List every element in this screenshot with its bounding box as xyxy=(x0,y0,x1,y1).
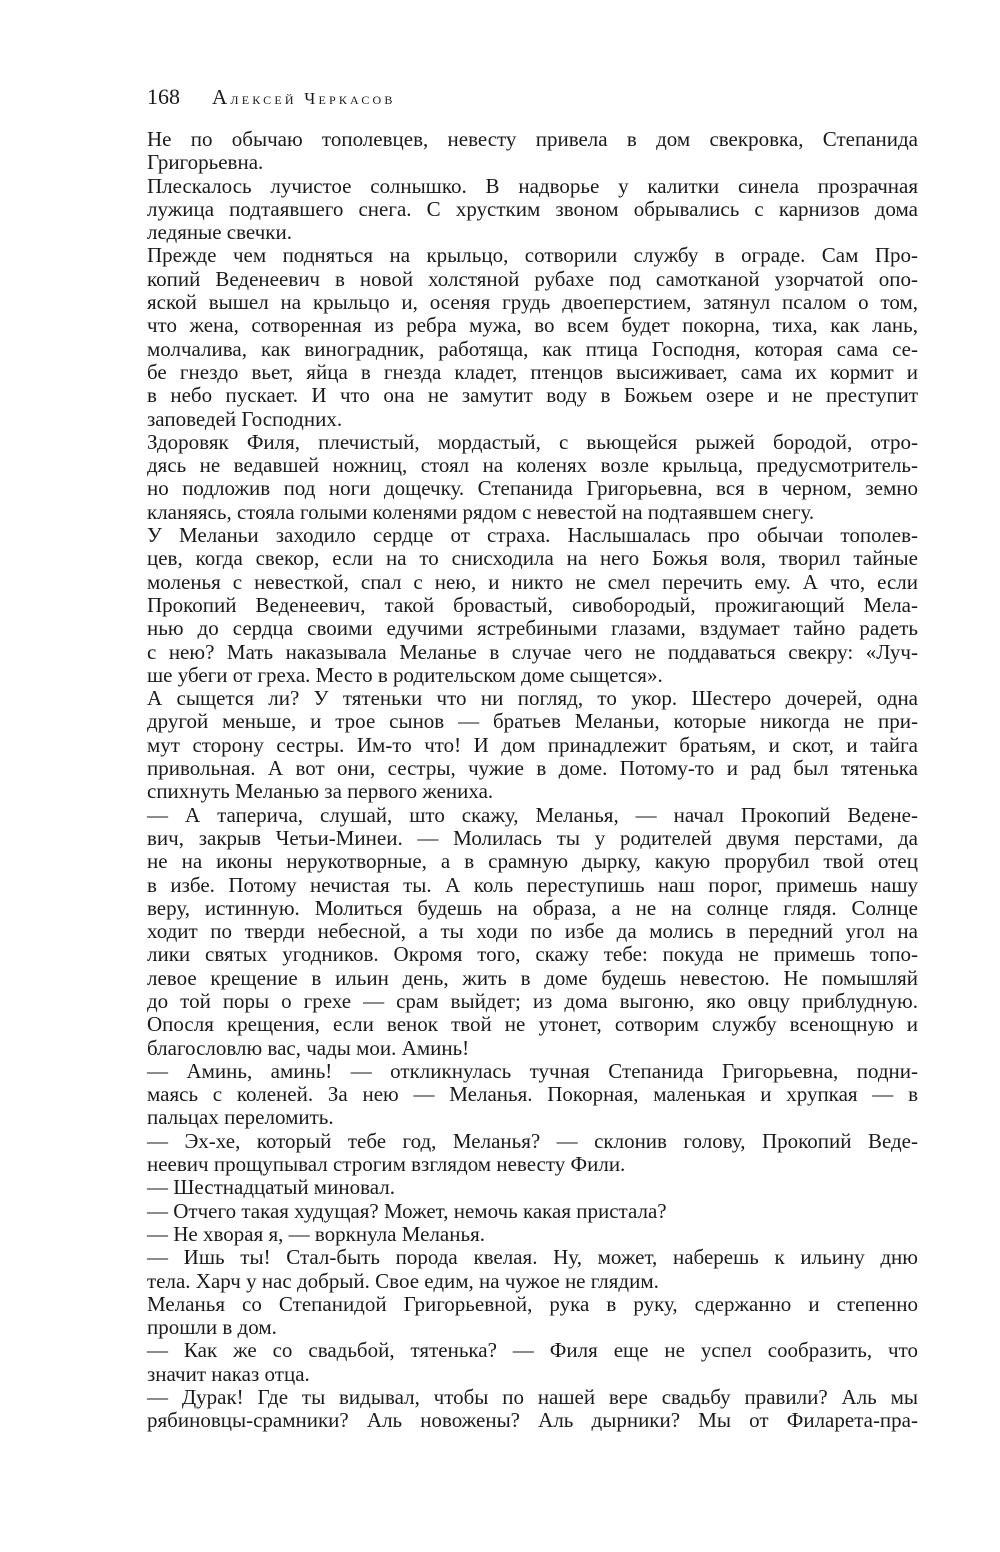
paragraph xyxy=(147,1200,918,1223)
text-line: — Отчего такая худущая? Может, немочь какая пристала? xyxy=(147,1198,667,1223)
text-line: вич, закрыв Четьи-Минеи. — Молилась ты у родителей двумя перстами, да xyxy=(147,825,918,850)
text-line: Прежде чем подняться на крыльцо, сотворили службу в ограде. Сам Про- xyxy=(147,243,918,268)
text-line: лики святых угодников. Окромя того, скажу тебе: покуда не примешь топо- xyxy=(147,942,918,967)
text-line: маясь с коленей. За нею — Меланья. Покорная, маленькая и хрупкая — в xyxy=(147,1082,918,1107)
text-line: дясь не ведавшей ножниц, стоял на коленях возле крыльца, предусмотритель- xyxy=(147,453,918,478)
text-line: что жена, сотворенная из ребра мужа, во всем будет покорна, тиха, как лань, xyxy=(147,313,918,338)
text-line: левое крещение в ильин день, жить в доме будешь невестою. Не помышляй xyxy=(147,965,918,990)
text-line: — Эх-хе, который тебе год, Меланья? — склонив голову, Прокопий Веде- xyxy=(147,1128,918,1153)
text-line: другой меньше, и трое сынов — братьев Меланьи, которые никогда не при- xyxy=(147,709,918,734)
text-line: с нею? Мать наказывала Меланье в случае чего не поддаваться свекру: «Луч- xyxy=(147,639,918,664)
text-line: бе гнездо вьет, яйца в гнезда кладет, птенцов высиживает, сама их кормит и xyxy=(147,359,918,384)
paragraph xyxy=(147,804,918,1060)
text-line: в небо пускает. И что она не замутит воду в Божьем озере и не преступит xyxy=(147,383,918,408)
text-line: молчалива, как виноградник, работяща, как птица Господня, которая сама се- xyxy=(147,336,918,361)
paragraph xyxy=(147,1386,918,1433)
text-line: ше убеги от греха. Место в родительском доме сыщется». xyxy=(147,662,663,687)
paragraph xyxy=(147,1223,918,1246)
paragraph xyxy=(147,1339,918,1386)
text-line: — Как же со свадьбой, тятенька? — Филя еще не успел сообразить, что xyxy=(147,1338,918,1363)
text-line: моленья с невесткой, спал с нею, и никто не смел перечить ему. А что, если xyxy=(147,569,918,594)
text-line: в избе. Потому нечистая ты. А коль переступишь наш порог, примешь нашу xyxy=(147,872,918,897)
text-line: Григорьевна. xyxy=(147,150,264,175)
paragraph xyxy=(147,1246,918,1293)
text-line: пальцах переломить. xyxy=(147,1105,334,1130)
paragraph xyxy=(147,524,918,687)
text-line: кланяясь, стояла голыми коленями рядом с невестой на подтаявшем снегу. xyxy=(147,499,815,524)
text-line: заповедей Господних. xyxy=(147,406,343,431)
text-line: не на иконы нерукотворные, а в срамную дырку, какую прорубил твой отец xyxy=(147,849,918,874)
text-line: но подложив под ноги дощечку. Степанида Григорьевна, вся в черном, земно xyxy=(147,476,918,501)
running-header xyxy=(147,84,396,112)
text-line: яской вышел на крыльцо и, осеняя грудь двоеперстием, затянул псалом о том, xyxy=(147,290,918,315)
paragraph xyxy=(147,175,918,245)
text-line: — Не хворая я, — воркнула Меланья. xyxy=(147,1221,485,1246)
text-line: цев, когда свекор, если на то снисходила на него Божья воля, творил тайные xyxy=(147,546,918,571)
paragraph xyxy=(147,128,918,175)
text-line: Меланья со Степанидой Григорьевной, рука в руку, сдержанно и степенно xyxy=(147,1291,918,1316)
text-line: мут сторону сестры. Им-то что! И дом принадлежит братьям, и скот, и тайга xyxy=(147,732,918,757)
text-line: лужица подтаявшего снега. С хрустким звоном обрывались с карнизов дома xyxy=(147,196,918,221)
text-line: неевич прощупывал строгим взглядом невесту Фили. xyxy=(147,1152,626,1177)
text-line: Не по обычаю тополевцев, невесту привела в дом свекровка, Степанида xyxy=(147,127,918,151)
text-line: — Аминь, аминь! — откликнулась тучная Степанида Григорьевна, подни- xyxy=(147,1058,918,1083)
text-line: значит наказ отца. xyxy=(147,1361,310,1386)
paragraph xyxy=(147,1060,918,1130)
text-line: А сыщется ли? У тятеньки что ни погляд, то укор. Шестеро дочерей, одна xyxy=(147,686,918,711)
paragraph xyxy=(147,1130,918,1177)
text-line: рябиновцы-срамники? Аль новожены? Аль дырники? Мы от Филарета-пра- xyxy=(147,1408,918,1433)
running-title: Алексей Черкасов xyxy=(212,85,396,109)
text-line: — А таперича, слушай, што скажу, Меланья, — начал Прокопий Ведене- xyxy=(147,802,918,827)
text-line: нью до сердца своими едучими ястребиными глазами, вздумает тайно радеть xyxy=(147,616,918,641)
text-line: Прокопий Веденеевич, такой бровастый, сивобородый, прожигающий Мела- xyxy=(147,592,918,617)
text-line: прошли в дом. xyxy=(147,1315,277,1340)
text-line: до той поры о грехе — срам выйдет; из дома выгоню, яко овцу приблудную. xyxy=(147,988,918,1013)
text-line: ледяные свечки. xyxy=(147,220,292,245)
text-line: веру, истинную. Молиться будешь на образа, а не на солнце глядя. Солнце xyxy=(147,895,918,920)
paragraph xyxy=(147,431,918,524)
text-line: Плескалось лучистое солнышко. В надворье у калитки синела прозрачная xyxy=(147,173,918,198)
page-number: 168 xyxy=(147,84,180,109)
text-line: ходит по тверди небесной, а ты ходи по избе да молись в передний угол на xyxy=(147,919,918,944)
text-line: копий Веденеевич в новой холстяной рубахе под самотканой узорчатой опо- xyxy=(147,266,918,291)
text-line: Опосля крещения, если венок твой не утонет, сотворим службу всенощную и xyxy=(147,1012,918,1037)
text-line: благословлю вас, чады мои. Аминь! xyxy=(147,1035,470,1060)
text-line: привольная. А вот они, сестры, чужие в доме. Потому-то и рад был тятенька xyxy=(147,756,918,781)
text-line: Здоровяк Филя, плечистый, мордастый, с вьющейся рыжей бородой, отро- xyxy=(147,429,918,454)
text-line: У Меланьи заходило сердце от страха. Наслышалась про обычаи тополев- xyxy=(147,523,918,548)
paragraph xyxy=(147,244,918,430)
paragraph xyxy=(147,1176,918,1199)
text-line: — Ишь ты! Стал-быть порода квелая. Ну, может, наберешь к ильину дню xyxy=(147,1245,918,1270)
paragraph xyxy=(147,1293,918,1340)
paragraph xyxy=(147,687,918,803)
text-line: тела. Харч у нас добрый. Свое едим, на чужое не глядим. xyxy=(147,1268,659,1293)
text-line: спихнуть Меланью за первого жениха. xyxy=(147,779,494,804)
text-line: — Шестнадцатый миновал. xyxy=(147,1175,395,1200)
body-text xyxy=(147,128,918,1433)
text-line: — Дурак! Где ты видывал, чтобы по нашей вере свадьбу правили? Аль мы xyxy=(147,1385,918,1410)
